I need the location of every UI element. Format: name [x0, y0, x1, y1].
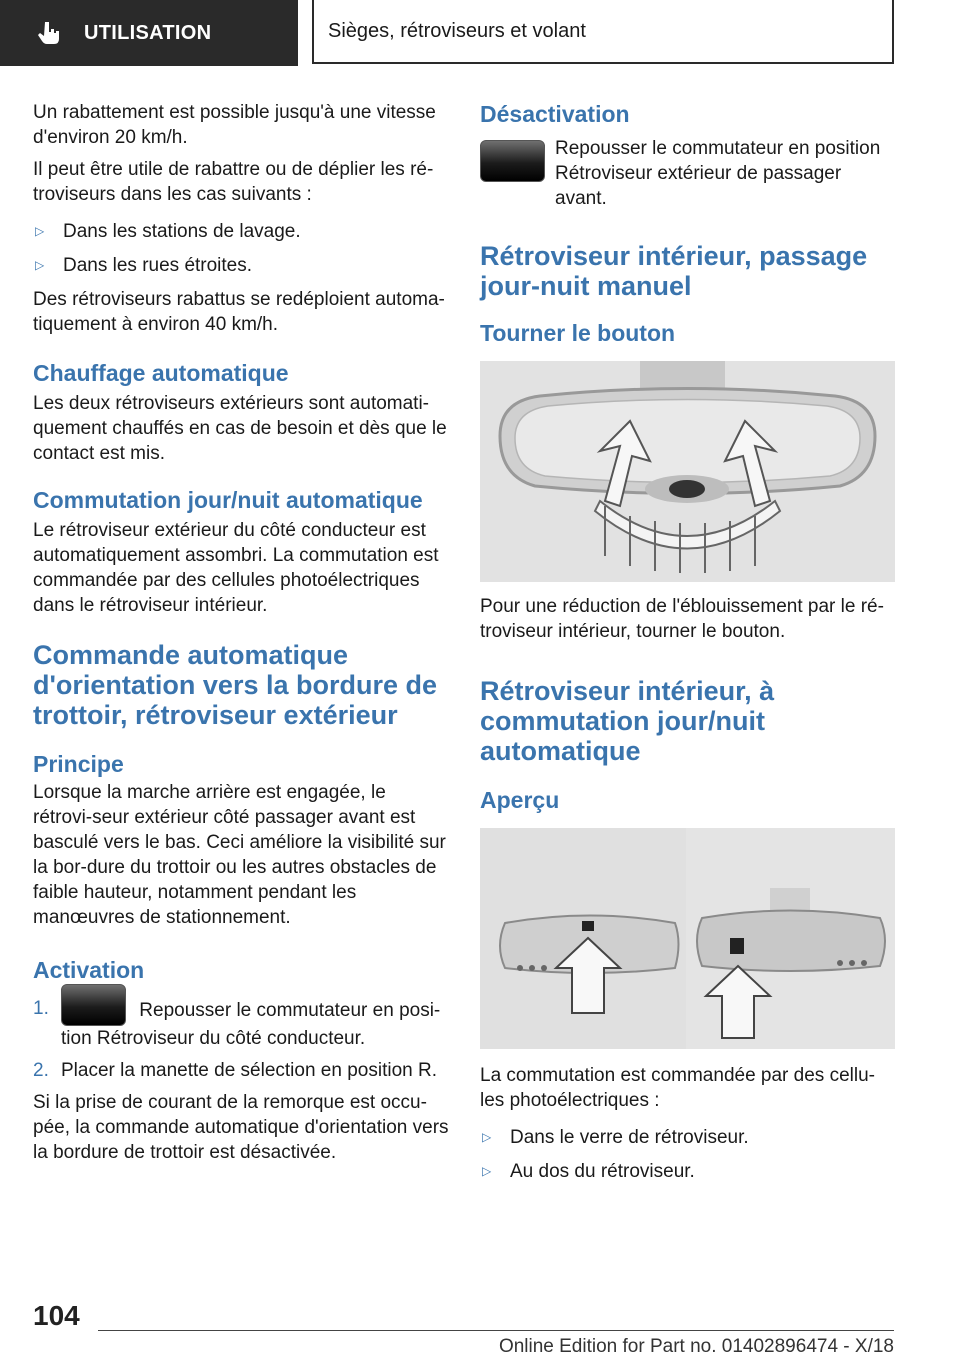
heading-commutation: Commutation jour/nuit automatique [33, 487, 423, 513]
heading-manuel: Rétroviseur intérieur, passage jour-nuit manuel [480, 241, 868, 301]
list-item: ▷ Au dos du rétroviseur. [482, 1161, 695, 1182]
heading-chauffage: Chauffage automatique [33, 360, 289, 386]
paragraph: Un rabattement est possible jusqu'à une vitesse d'environ 20 km/h. [33, 102, 436, 148]
left-column [33, 100, 449, 1172]
paragraph: Le rétroviseur extérieur du côté conducteur est automatiquement assombri. La commutation est commandée par des cellules photoélectriques dans le rétroviseur intérieur. [33, 520, 439, 616]
heading-apercu: Aperçu [480, 787, 560, 813]
page-number: 104 [33, 1300, 80, 1331]
heading-principe: Principe [33, 751, 124, 777]
triangle-bullet-icon: ▷ [35, 224, 45, 238]
heading-desactivation: Désactivation [480, 101, 630, 127]
paragraph: Les deux rétroviseurs extérieurs sont automati‐quement chauffés en cas de besoin et dès que le contact est mis. [33, 393, 447, 464]
step-item: 1. Repousser le commutateur en posi‐tion Rétroviseur du côté conducteur. [33, 996, 449, 1051]
paragraph: Des rétroviseurs rabattus se redéploient automa‐tiquement à environ 40 km/h. [33, 289, 445, 335]
paragraph: Si la prise de courant de la remorque est occu‐pée, la commande automatique d'orientation vers la bordure de trottoir est désactivée. [33, 1092, 449, 1163]
list-item: ▷ Dans le verre de rétroviseur. [482, 1127, 749, 1148]
mirror-knob-figure [480, 361, 895, 582]
heading-activation: Activation [33, 957, 145, 983]
paragraph: La commutation est commandée par des cellu‐les photoélectriques : [480, 1065, 875, 1111]
edition-note: Online Edition for Part no. 01402896474 - X/18 [498, 1336, 894, 1357]
heading-tourner: Tourner le bouton [480, 320, 676, 346]
list-item: ▷ Dans les rues étroites. [35, 255, 253, 276]
heading-commande: Commande automatique d'orientation vers la bordure de trottoir, rétroviseur extérieur [33, 640, 437, 730]
chapter-tab [312, 0, 894, 64]
desactivation-row [480, 136, 896, 211]
heading-auto: Rétroviseur intérieur, à commutation jour/nuit automatique [480, 676, 775, 766]
hand-pointer-icon [36, 20, 62, 46]
paragraph: Repousser le commutateur en position Rétroviseur extérieur de passager avant. [555, 138, 881, 209]
list-item: ▷ Dans les stations de lavage. [35, 221, 301, 242]
triangle-bullet-icon: ▷ [482, 1164, 492, 1178]
step-item: 2. Placer la manette de sélection en position R. [33, 1060, 437, 1081]
triangle-bullet-icon: ▷ [482, 1130, 492, 1144]
triangle-bullet-icon: ▷ [35, 258, 45, 272]
paragraph: Lorsque la marche arrière est engagée, le rétrovi‐seur extérieur côté passager avant est basculé vers le bas. Ceci améliore la visibilité sur la bor‐dure du trottoir ou les autres obstacles de faible hauteur, notamment pendant les manœuvres de stationnement. [33, 782, 446, 928]
chapter-title: Sièges, rétroviseurs et volant [328, 19, 586, 42]
paragraph: Pour une réduction de l'éblouissement par le ré‐troviseur intérieur, tourner le bouton. [480, 596, 884, 642]
footer-divider [98, 1330, 894, 1331]
mirror-switch-icon [61, 984, 126, 1026]
paragraph: Il peut être utile de rabattre ou de déplier les ré‐troviseurs dans les cas suivants : [33, 159, 434, 205]
photocell-figure [480, 828, 895, 1049]
page-header [0, 0, 960, 66]
section-tab [0, 0, 298, 66]
right-column [480, 100, 896, 1193]
section-title: UTILISATION [84, 21, 212, 44]
mirror-switch-icon [480, 140, 545, 182]
